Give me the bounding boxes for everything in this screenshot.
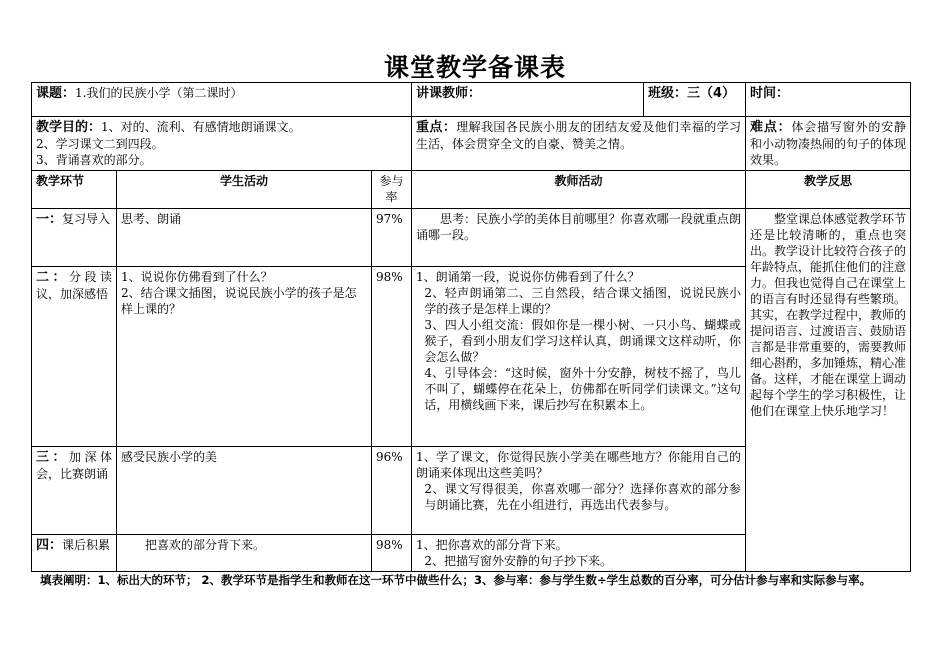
class-cell (644, 83, 746, 117)
teacher-activity-cell (412, 535, 746, 572)
stage-name-cell (32, 447, 117, 535)
key-label: 重点： (416, 120, 457, 135)
stage-name: 复习导入 (62, 212, 111, 226)
stage-number: 三： (36, 450, 69, 465)
key-point-cell (412, 117, 746, 171)
participation-rate: 97% (372, 209, 412, 267)
student-activity-line: 把喜欢的部分背下来。 (145, 538, 266, 552)
stage-name: 分段读议，加深感悟 (36, 270, 112, 301)
teacher-cell (412, 83, 644, 117)
stage-row (32, 209, 911, 267)
student-activity-cell (117, 535, 372, 572)
participation-rate: 98% (372, 267, 412, 447)
goal-label: 教学目的： (36, 120, 102, 135)
teacher-activity-line: 4、引导体会：“这时候，窗外十分安静，树枝不摇了，鸟儿不叫了，蝴蝶停在花朵上，仿佛都在听同学们读课文。”这句话，用横线画下来，课后抄写在积累本上。 (424, 366, 742, 412)
teacher-activity-line: 2、课文写得很美，你喜欢哪一部分？选择你喜欢的部分参与朗诵比赛，先在小组进行，再选出代表参与。 (424, 482, 742, 512)
stage-number: 四： (36, 538, 63, 553)
stage-name: 加深体会，比赛朗诵 (36, 450, 112, 481)
goal-line-3: 3、背诵喜欢的部分。 (36, 153, 152, 167)
reflection-text: 整堂课总体感觉教学环节还是比较清晰的，重点也突出。教学设计比较符合孩子的年龄特点，能抓住他们的注意力。但我也觉得自己在课堂上的语言有时还显得有些繁琐。其实，在教学过程中，教师的提问语言、过渡语言、鼓励语言都是非常重要的，需要教师细心斟酌，多加锤炼，精心准备。这样，才能在课堂上调动起每个学生的学习积极性，让他们在课堂上快乐地学习！ (750, 212, 907, 418)
topic-cell (32, 83, 412, 117)
class-label: 班级： (648, 86, 688, 101)
topic-value: 1.我们的民族小学（第二课时） (75, 86, 243, 100)
reflection-header: 教学反思 (746, 171, 911, 209)
page-title: 课堂教学备课表 (383, 53, 566, 82)
goal-line-1: 1、对的、流利、有感情地朗诵课文。 (101, 120, 301, 134)
stage-number: 一： (36, 212, 63, 227)
student-activity-line: 思考、朗诵 (121, 212, 182, 226)
teacher-activity-line: 1、朗诵第一段，说说你仿佛看到了什么？ (416, 270, 640, 284)
teacher-activity-line: 1、学了课文，你觉得民族小学美在哪些地方？你能用自己的朗诵来体现出这些美吗？ (416, 450, 742, 480)
student-activity-cell (117, 267, 372, 447)
stage-name-cell (32, 209, 117, 267)
header-info-row (32, 83, 911, 117)
stage-header: 教学环节 (32, 171, 117, 209)
teacher-activity-cell (412, 209, 746, 267)
teacher-activity-header: 教师活动 (412, 171, 746, 209)
column-header-row (32, 171, 911, 209)
participation-rate-header: 参与率 (372, 171, 412, 209)
participation-rate: 98% (372, 535, 412, 572)
key-text: 理解我国各民族小朋友的团结友爱及他们幸福的学习生活，体会贯穿全文的自豪、赞美之情。 (416, 120, 742, 151)
stage-name-cell (32, 535, 117, 572)
teacher-label: 讲课教师： (416, 86, 482, 101)
difficulty-cell (746, 117, 911, 171)
student-activity-line: 1、说说你仿佛看到了什么？ (121, 270, 273, 284)
participation-rate: 96% (372, 447, 412, 535)
goal-line-2: 2、学习课文二到四段。 (36, 137, 164, 151)
teacher-activity-line: 3、四人小组交流：假如你是一棵小树、一只小鸟、蝴蝶或猴子，看到小朋友们学习这样认真，朗诵课文这样动听，你会怎么做？ (424, 318, 742, 364)
goal-cell (32, 117, 412, 171)
form-instructions: 填表阐明：1、标出大的环节； 2、教学环节是指学生和教师在这一环节中做些什么；3、参与率：参与学生数÷学生总数的百分率，可分估计参与率和实际参与率。 (40, 573, 872, 587)
stage-name: 课后积累 (62, 538, 111, 552)
lesson-plan-table (31, 82, 911, 572)
student-activity-line: 2、结合课文插图，说说民族小学的孩子是怎样上课的？ (121, 286, 357, 316)
teacher-activity-line: 2、轻声朗诵第二、三自然段，结合课文插图，说说民族小学的孩子是怎样上课的？ (424, 286, 742, 316)
student-activity-line: 感受民族小学的美 (121, 450, 218, 464)
student-activity-cell (117, 209, 372, 267)
difficulty-text: 体会描写窗外的安静和小动物凑热闹的句子的体现效果。 (750, 120, 907, 167)
teacher-activity-cell (412, 267, 746, 447)
time-label: 时间： (750, 86, 790, 101)
stage-name-cell (32, 267, 117, 447)
teacher-activity-cell (412, 447, 746, 535)
difficulty-label: 难点： (750, 120, 792, 135)
reflection-cell (746, 209, 911, 572)
teacher-activity-line: 思考：民族小学的美体目前哪里？你喜欢哪一段就重点朗诵哪一段。 (416, 212, 742, 242)
class-value: 三（4） (687, 86, 736, 101)
teacher-activity-line: 1、把你喜欢的部分背下来。 (416, 538, 568, 552)
stage-number: 二： (36, 270, 69, 285)
topic-label: 课题： (36, 86, 76, 101)
goals-row (32, 117, 911, 171)
teacher-activity-line: 2、把描写窗外安静的句子抄下来。 (424, 554, 613, 568)
student-activity-cell (117, 447, 372, 535)
time-cell (746, 83, 911, 117)
student-activity-header: 学生活动 (117, 171, 372, 209)
